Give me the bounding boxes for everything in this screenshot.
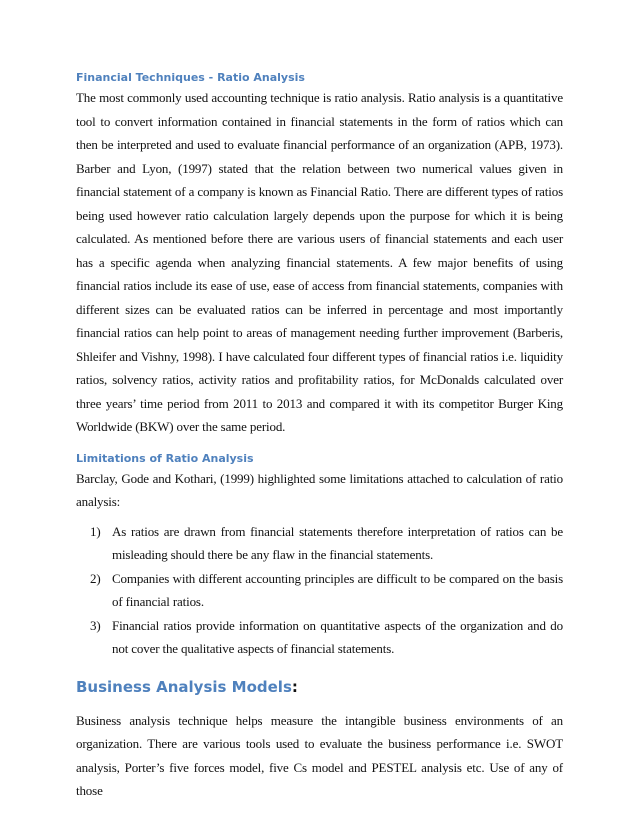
list-item-text: Financial ratios provide information on quantitative aspects of the organization and do not cover the qualitative aspects of financial statements. (112, 617, 563, 656)
ratio-analysis-heading: Financial Techniques - Ratio Analysis (76, 71, 305, 84)
business-models-paragraph: Business analysis technique helps measure the intangible business environments of an organization. There are various tools used to evaluate the business performance i.e. SWOT analysis, Porter’s five forces model, five Cs model and PESTEL analysis etc. Use of any of those (76, 712, 563, 798)
list-number: 1) (90, 523, 101, 539)
list-item-text: As ratios are drawn from financial statements therefore interpretation of ratios can be misleading should there be any flaw in the financial statements. (112, 523, 563, 562)
list-number: 3) (90, 617, 101, 633)
ratio-analysis-paragraph: The most commonly used accounting technique is ratio analysis. Ratio analysis is a quantitative tool to convert information contained in financial statements in the form of ratios which can then be interpreted and used to evaluate financial performance of an organization (APB, 1973). Barber and Lyon, (1997) stated that the relation between two numerical values given in financial statement of a company is known as Financial Ratio. There are different types of ratios being used however ratio calculation largely depends upon the purpose for which it is being calculated. As mentioned before there are various users of financial statements and each user has a specific agenda when analyzing financial statements. A few major benefits of using financial ratios include its ease of use, ease of access from financial statements, companies with different sizes can be evaluated ratios can be inferred in percentage and most importantly financial ratios can help point to areas of management needing further improvement (Barberis, Shleifer and Vishny, 1998). I have calculated four different types of financial ratios i.e. liquidity ratios, solvency ratios, activity ratios and profitability ratios, for McDonalds calculated over three years’ time period from 2011 to 2013 and compared it with its competitor Burger King Worldwide (BKW) over the same period. (76, 90, 563, 434)
limitations-heading: Limitations of Ratio Analysis (76, 451, 254, 465)
business-models-heading-text: Business Analysis Models (76, 677, 292, 696)
limitations-list (76, 520, 563, 661)
page-content (76, 70, 563, 803)
list-item (76, 567, 563, 614)
limitations-intro: Barclay, Gode and Kothari, (1999) highlighted some limitations attached to calculation of ratio analysis: (76, 470, 563, 509)
list-item-text: Companies with different accounting principles are difficult to be compared on the basis of financial ratios. (112, 570, 563, 609)
heading-colon: : (291, 677, 298, 696)
list-item (76, 520, 563, 567)
list-item (76, 614, 563, 661)
business-models-heading (76, 677, 563, 697)
list-number: 2) (90, 570, 101, 586)
